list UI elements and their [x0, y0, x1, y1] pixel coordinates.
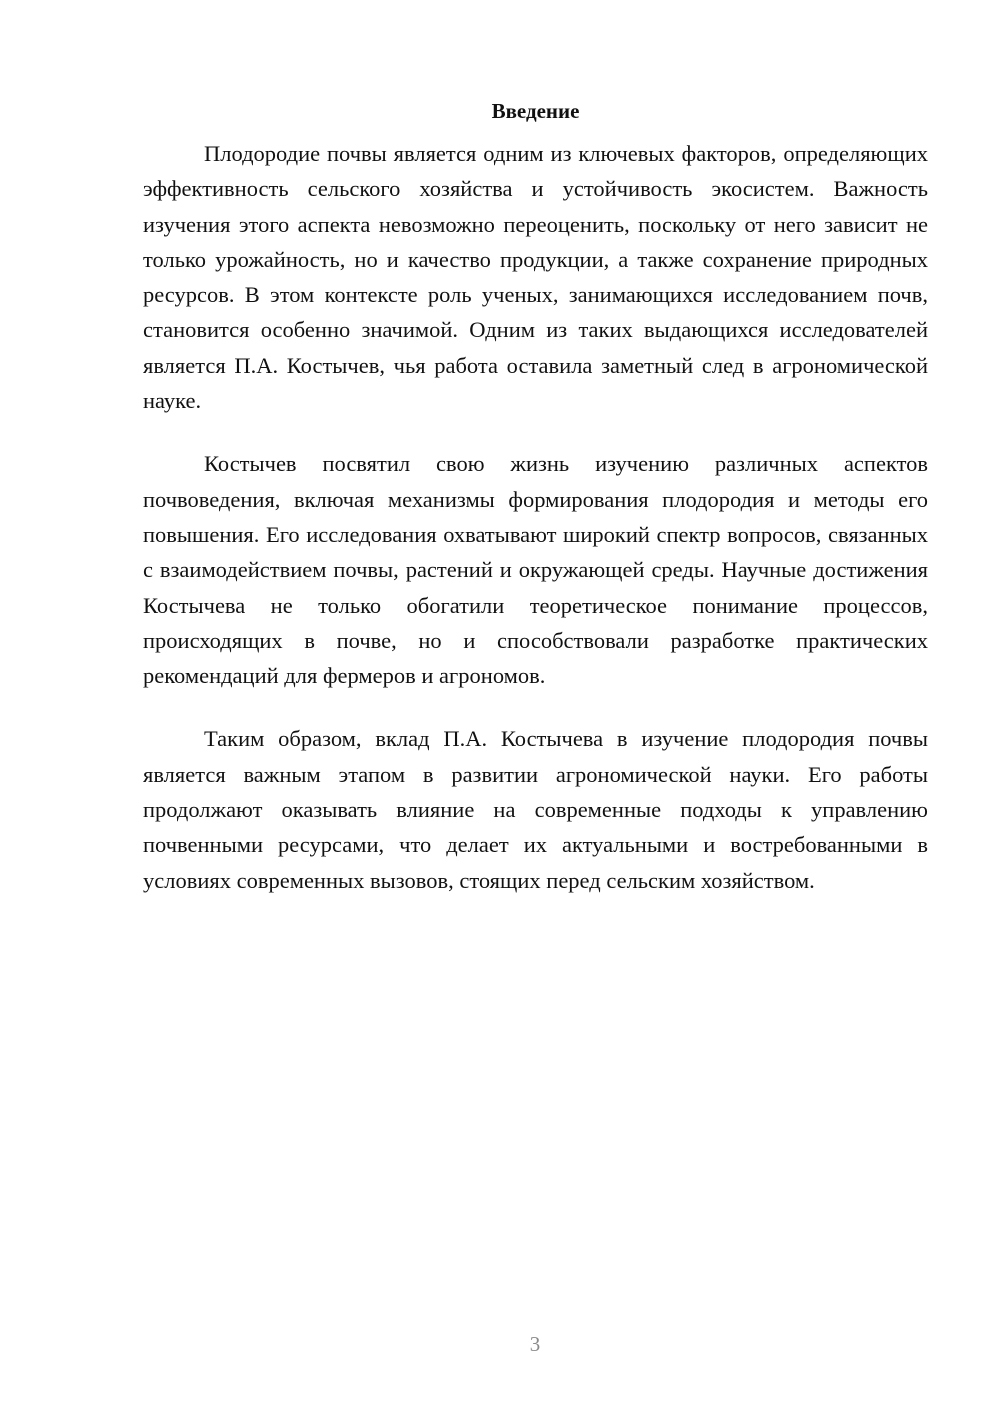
paragraph-3: Таким образом, вклад П.А. Костычева в изучение плодородия почвы является важным этапом в развитии агрономической науки. Его работы продолжают оказывать влияние на современные подходы к управлению почвенными ресурсами, что делает их актуальными и востребованными в условиях современных вызовов, стоящих перед сельским хозяйством.: [143, 726, 928, 893]
page-content: [143, 96, 928, 926]
section-heading: Введение: [491, 99, 580, 123]
page-number: 3: [529, 1332, 541, 1356]
paragraph-2: Костычев посвятил свою жизнь изучению различных аспектов почвоведения, включая механизмы формирования плодородия и методы его повышения. Его исследования охватывают широкий спектр вопросов, связанных с взаимодействием почвы, растений и окружающей среды. Научные достижения Костычева не только обогатили теоретическое понимание процессов, происходящих в почве, но и способствовали разработке практических рекомендаций для фермеров и агрономов.: [143, 451, 928, 689]
paragraph-1: Плодородие почвы является одним из ключевых факторов, определяющих эффективность сельского хозяйства и устойчивость экосистем. Важность изучения этого аспекта невозможно переоценить, поскольку от него зависит не только урожайность, но и качество продукции, а также сохранение природных ресурсов. В этом контексте роль ученых, занимающихся исследованием почв, становится особенно значимой. Одним из таких выдающихся исследователей является П.А. Костычев, чья работа оставила заметный след в агрономической науке.: [143, 141, 928, 414]
